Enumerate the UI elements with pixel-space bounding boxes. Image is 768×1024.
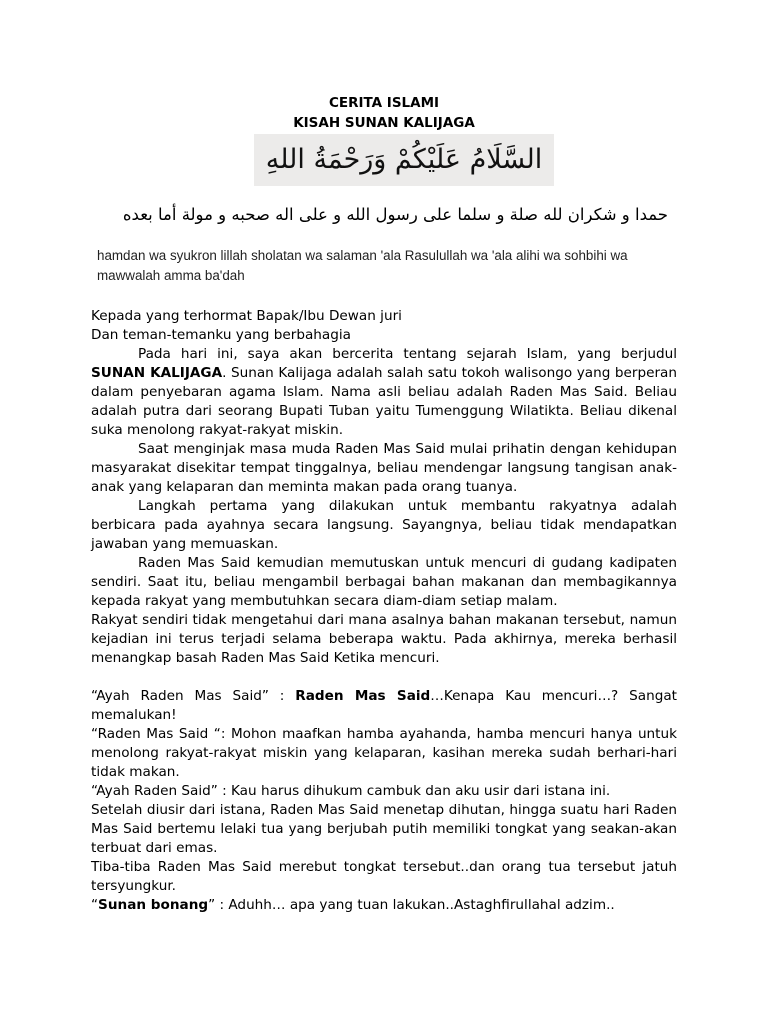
page-subtitle: KISAH SUNAN KALIJAGA [293,115,475,131]
dialogue-text: …Kenapa Kau mencuri…? Sangat memalukan! [91,688,677,723]
story-title-bold: SUNAN KALIJAGA [91,365,223,381]
paragraph: Saat menginjak masa muda Raden Mas Said mulai prihatin dengan kehidupan masyarakat disekitar tempat tinggalnya, beliau mendengar langsung tangisan anak-anak yang kelaparan dan meminta makan pada orang tuanya. [91,441,677,495]
dialogue-line [91,687,677,725]
narration-line: Setelah diusir dari istana, Raden Mas Said menetap dihutan, hingga suatu hari Raden Mas Said bertemu lelaki tua yang berjubah putih memiliki tongkat yang seakan-akan terbuat dari emas. [91,802,677,856]
salam-calligraphy-image [254,134,554,186]
dialogue-name-bold: Sunan bonang [98,897,209,913]
dialogue-line: “Raden Mas Said “: Mohon maafkan hamba ayahanda, hamba mencuri hanya untuk menolong rakyat-rakyat miskin yang kelaparan, kasihan mereka sudah berhari-hari tidak makan. [91,726,677,780]
dialogue-speaker: “Ayah Raden Mas Said” : [91,688,296,704]
dialogue-line [91,896,677,915]
page-title: CERITA ISLAMI [328,95,440,111]
quote-mark: “ [91,897,99,913]
paragraph [91,345,677,440]
salam-text: السَّلَامُ عَلَيْكُمْ وَرَحْمَةُ اللهِ [265,144,543,175]
transliteration: hamdan wa syukron lillah sholatan wa salaman 'ala Rasulullah wa 'ala alihi wa sohbihi wa mawwalah amma ba'dah [97,248,628,283]
dialogue-name-bold: Raden Mas Said [295,688,431,704]
narration-line: Tiba-tiba Raden Mas Said merebut tongkat tersebut..dan orang tua tersebut jatuh tersyungkur. [91,859,677,894]
greeting-line: Dan teman-temanku yang berbahagia [91,327,351,343]
paragraph: Rakyat sendiri tidak mengetahui dari mana asalnya bahan makanan tersebut, namun kejadian ini terus terjadi selama beberapa waktu. Pada akhirnya, mereka berhasil menangkap basah Raden Mas Said Ketika mencuri. [91,612,677,666]
dialogue-line: “Ayah Raden Said” : Kau harus dihukum cambuk dan aku usir dari istana ini. [91,783,611,799]
paragraph: Langkah pertama yang dilakukan untuk membantu rakyatnya adalah berbicara pada ayahnya secara langsung. Sayangnya, beliau tidak mendapatkan jawaban yang memuaskan. [91,498,677,552]
dialogue-text: ” : Aduhh… apa yang tuan lakukan..Astaghfirullahal adzim.. [208,897,615,913]
paragraph: Raden Mas Said kemudian memutuskan untuk mencuri di gudang kadipaten sendiri. Saat itu, beliau mengambil berbagai bahan makanan dan membagikannya kepada rakyat yang membutuhkan secara diam-diam setiap malam. [91,555,677,609]
paragraph-text: Pada hari ini, saya akan bercerita tentang sejarah Islam, yang berjudul [138,346,677,362]
story-body [91,307,677,915]
paragraph-text: . Sunan Kalijaga adalah salah satu tokoh walisongo yang berperan dalam penyebaran agama Islam. Nama asli beliau adalah Raden Mas Said. Beliau adalah putra dari seorang Bupati Tuban yaitu Tumenggung Wilatikta. Beliau dikenal suka menolong rakyat-rakyat miskin. [91,365,677,438]
arabic-opening: حمدا و شكران لله صلة و سلما على رسول الله و على اله صحبه و مولة أما بعده [122,205,668,224]
greeting-line: Kepada yang terhormat Bapak/Ibu Dewan juri [91,308,402,324]
